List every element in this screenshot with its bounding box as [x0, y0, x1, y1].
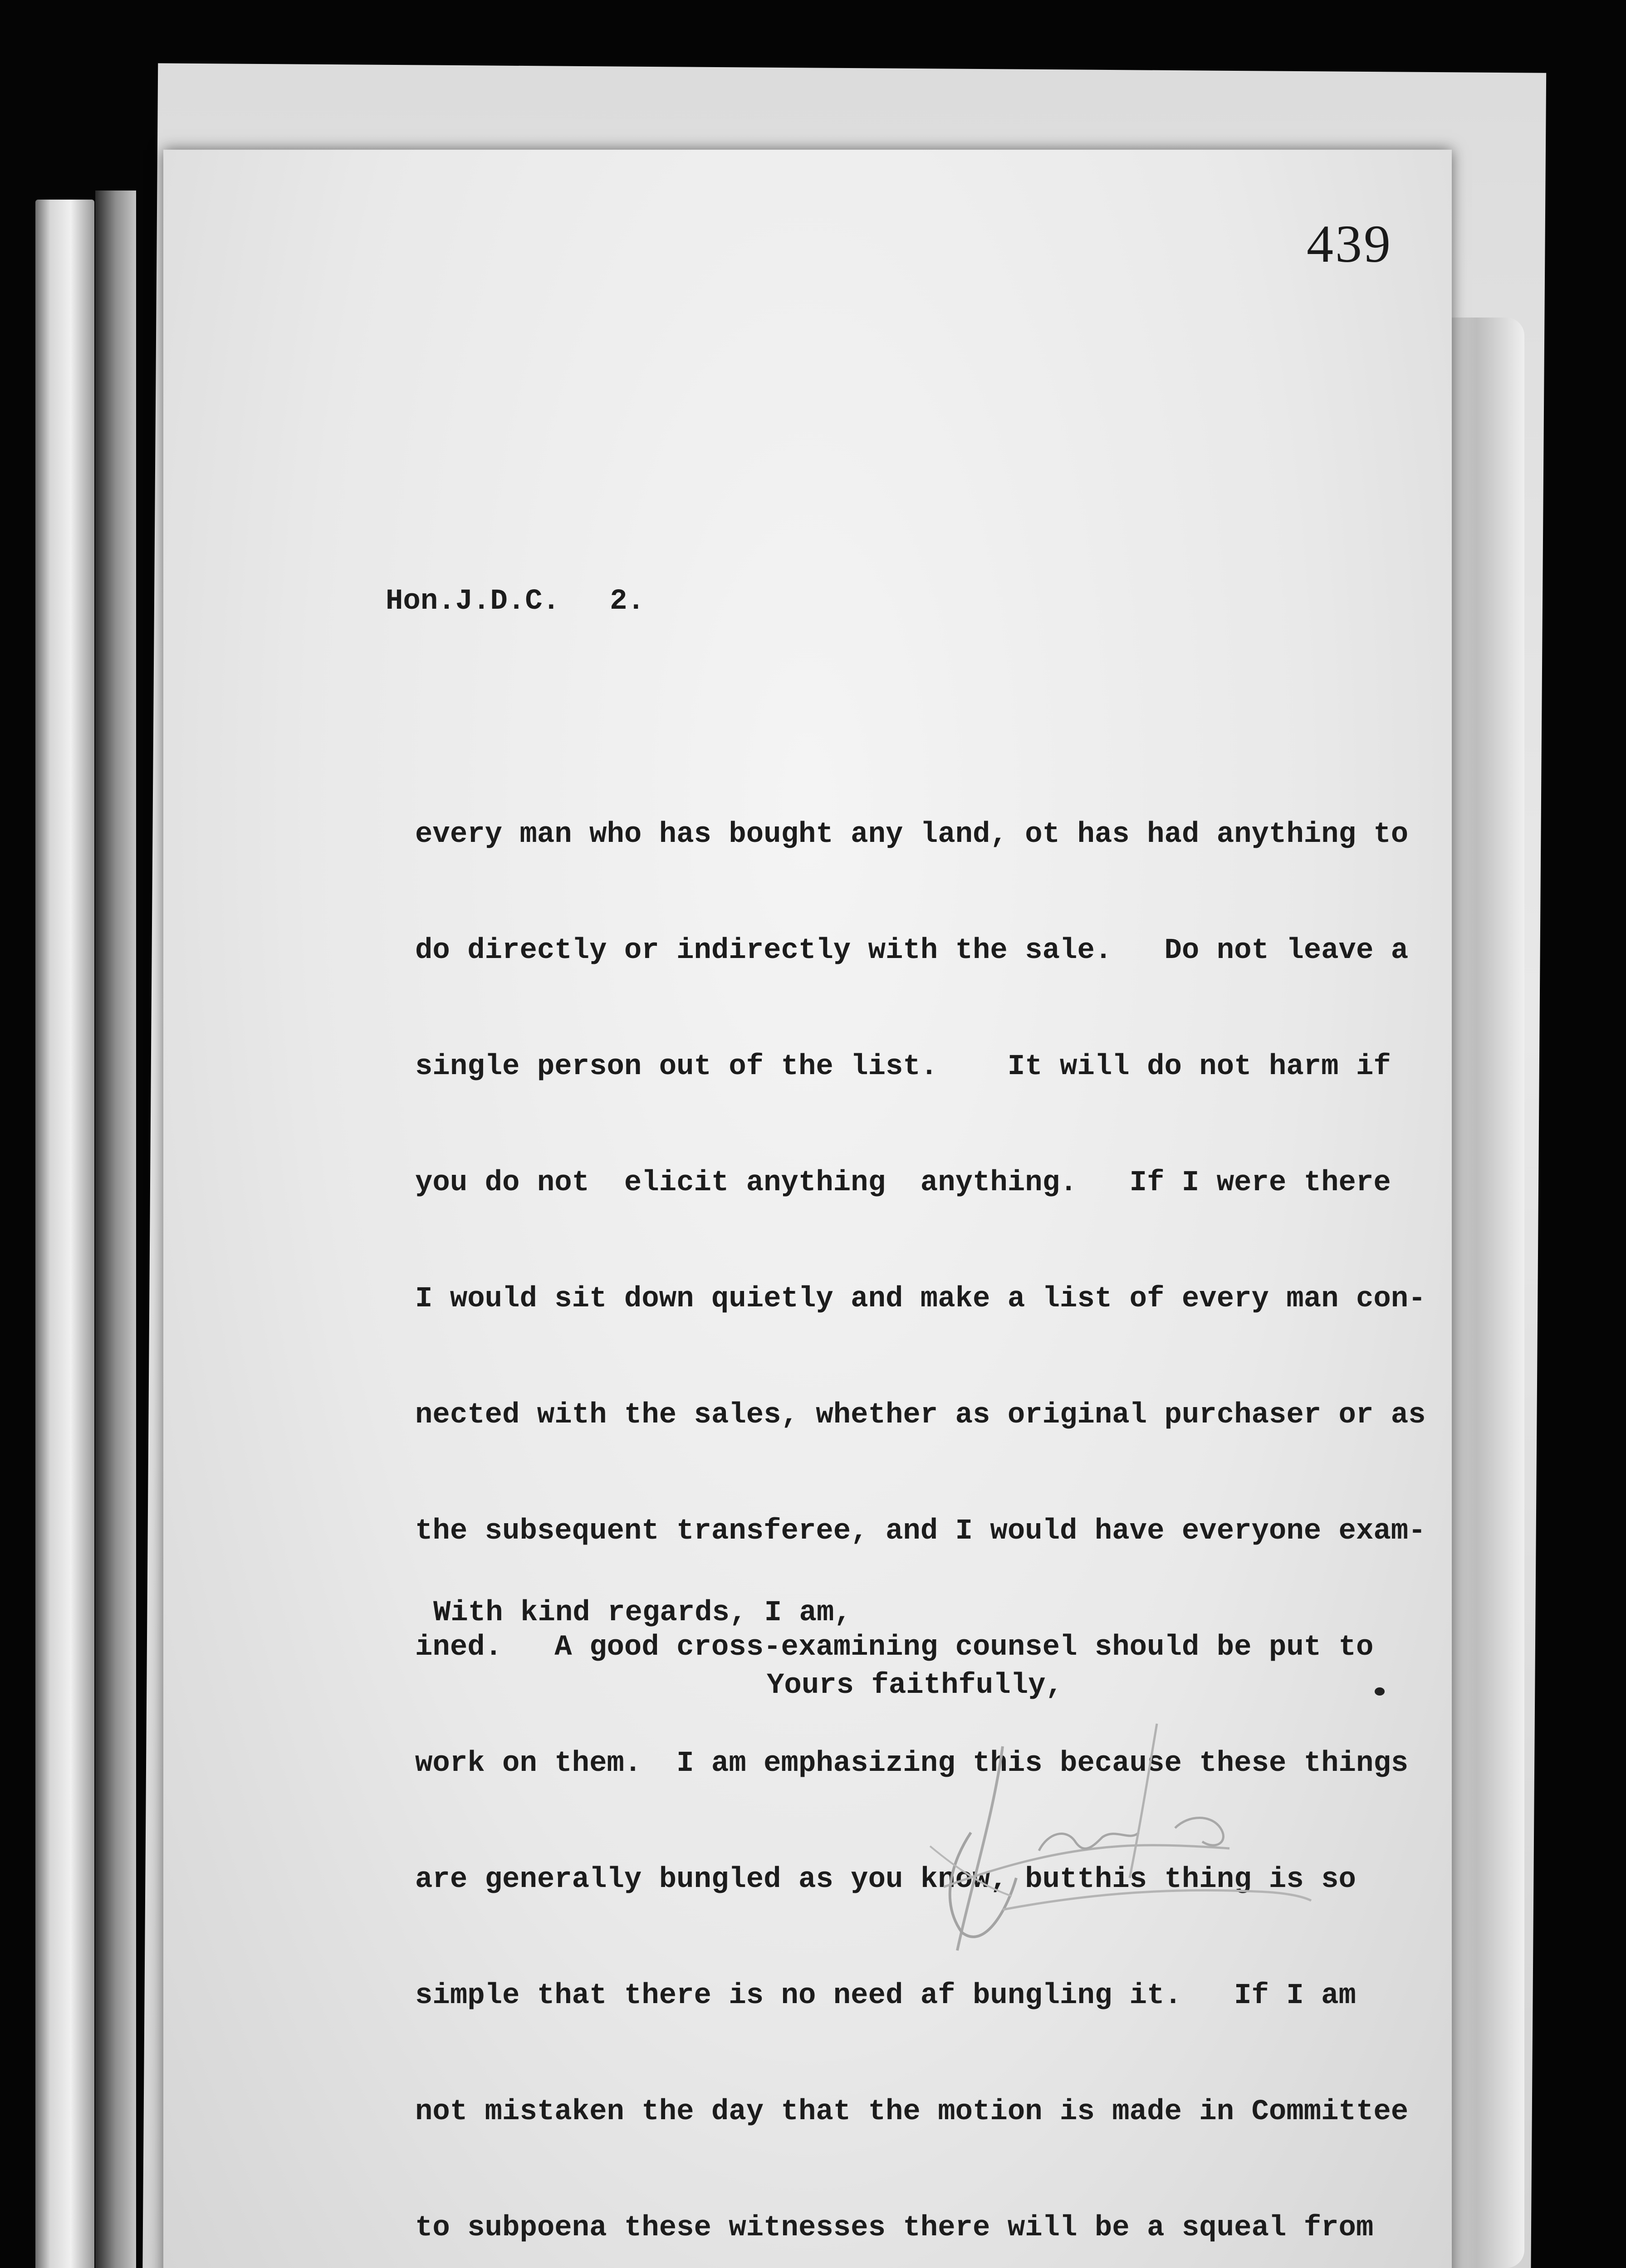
page-number: 439: [1307, 214, 1392, 274]
body-line: nected with the sales, whether as original purchaser or as: [415, 1399, 1426, 1432]
page-reference: 2.: [610, 585, 645, 618]
body-line: not mistaken the day that the motion is made in Committee: [415, 2096, 1409, 2128]
body-line: are generally bungled as you know, butthis thing is so: [415, 1863, 1356, 1896]
addressee: Hon.J.D.C.: [386, 585, 560, 618]
signature-icon: [903, 1696, 1334, 1978]
body-line: to subpoena these witnesses there will be a squeal from: [415, 2212, 1374, 2244]
body-line: do directly or indirectly with the sale. Do not leave a: [415, 934, 1409, 967]
sheet-shadow-edge: [95, 191, 136, 2268]
body-line: work on them. I am emphasizing this because these things: [415, 1747, 1409, 1780]
curled-sheet-edge: [35, 200, 94, 2268]
letter-greeting: With kind regards, I am,: [433, 1597, 852, 1629]
body-line: single person out of the list. It will do not harm if: [415, 1051, 1391, 1083]
body-line: I would sit down quietly and make a list of every man con-: [415, 1283, 1426, 1315]
letter-body: [415, 744, 1426, 2268]
letter-header: [386, 585, 645, 618]
ink-speck: [1375, 1687, 1385, 1696]
body-line: every man who has bought any land, ot has had anything to: [415, 818, 1409, 851]
body-line: you do not elicit anything anything. If I were there: [415, 1167, 1391, 1199]
letter-closing: Yours faithfully,: [767, 1669, 1063, 1702]
body-line: simple that there is no need af bungling it. If I am: [415, 1980, 1356, 2012]
body-line: ined. A good cross-examining counsel should be put to: [415, 1631, 1374, 1664]
body-line: the subsequent transferee, and I would have everyone exam-: [415, 1515, 1426, 1548]
